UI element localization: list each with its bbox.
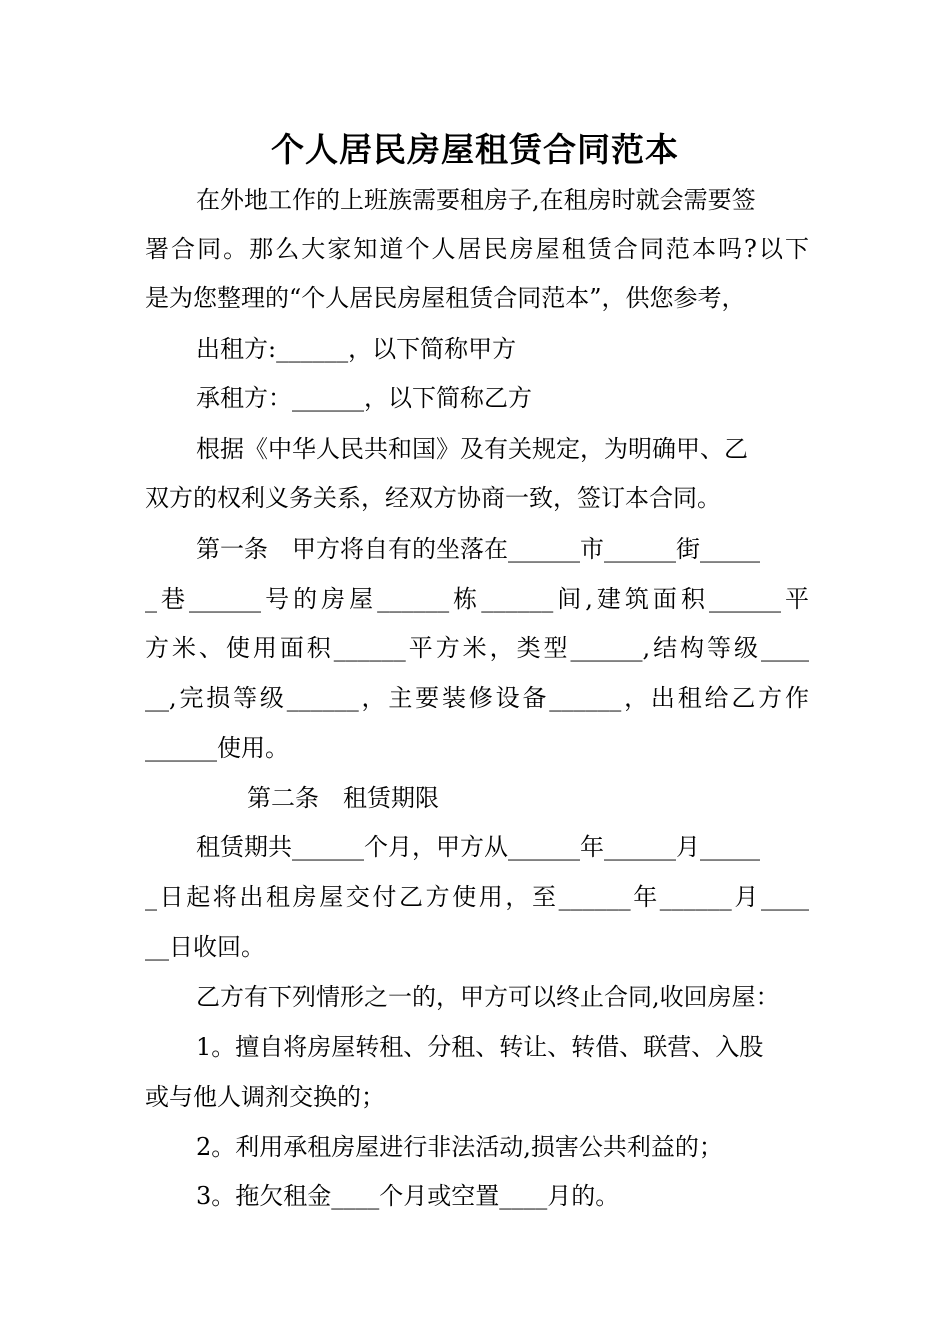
intro-line-1: 在外地工作的上班族需要租房子,在租房时就会需要签 bbox=[196, 186, 756, 214]
article-1-line-1: 第一条 甲方将自有的坐落在______市______街_____ bbox=[196, 535, 760, 563]
lease-term-line-2: _日起将出租房屋交付乙方使用，至______年______月____ bbox=[145, 883, 809, 911]
lease-term-line-3: __日收回。 bbox=[145, 933, 265, 961]
article-1-line-5: ______使用。 bbox=[145, 734, 289, 762]
intro-line-3: 是为您整理的“个人居民房屋租赁合同范本”，供您参考， bbox=[145, 284, 746, 312]
article-1-line-3: 方米、使用面积______平方米，类型______,结构等级____ bbox=[145, 634, 809, 662]
article-1-line-4: __,完损等级______，主要装修设备______，出租给乙方作 bbox=[145, 684, 809, 712]
termination-item-2: 2。利用承租房屋进行非法活动,损害公共利益的； bbox=[196, 1133, 723, 1161]
basis-line-2: 双方的权利义务关系，经双方协商一致，签订本合同。 bbox=[145, 484, 721, 512]
article-1-line-2: _巷______号的房屋______栋______间,建筑面积______平 bbox=[145, 585, 809, 613]
termination-item-1-line-2: 或与他人调剂交换的； bbox=[145, 1083, 385, 1111]
termination-item-3: 3。拖欠租金____个月或空置____月的。 bbox=[196, 1182, 620, 1210]
lease-term-line-1: 租赁期共______个月，甲方从______年______月_____ bbox=[196, 833, 760, 861]
termination-intro: 乙方有下列情形之一的，甲方可以终止合同,收回房屋： bbox=[196, 983, 780, 1011]
document-title: 个人居民房屋租赁合同范本 bbox=[271, 130, 679, 169]
basis-line-1: 根据《中华人民共和国》及有关规定，为明确甲、乙 bbox=[196, 435, 748, 463]
termination-item-1-line-1: 1。擅自将房屋转租、分租、转让、转借、联营、入股 bbox=[196, 1033, 764, 1061]
article-2-heading: 第二条 租赁期限 bbox=[247, 784, 439, 812]
lessee-line: 承租方：______，以下简称乙方 bbox=[196, 384, 532, 412]
lessor-line: 出租方:______，以下简称甲方 bbox=[196, 335, 517, 363]
intro-line-2: 署合同。那么大家知道个人居民房屋租赁合同范本吗?以下 bbox=[145, 235, 809, 263]
